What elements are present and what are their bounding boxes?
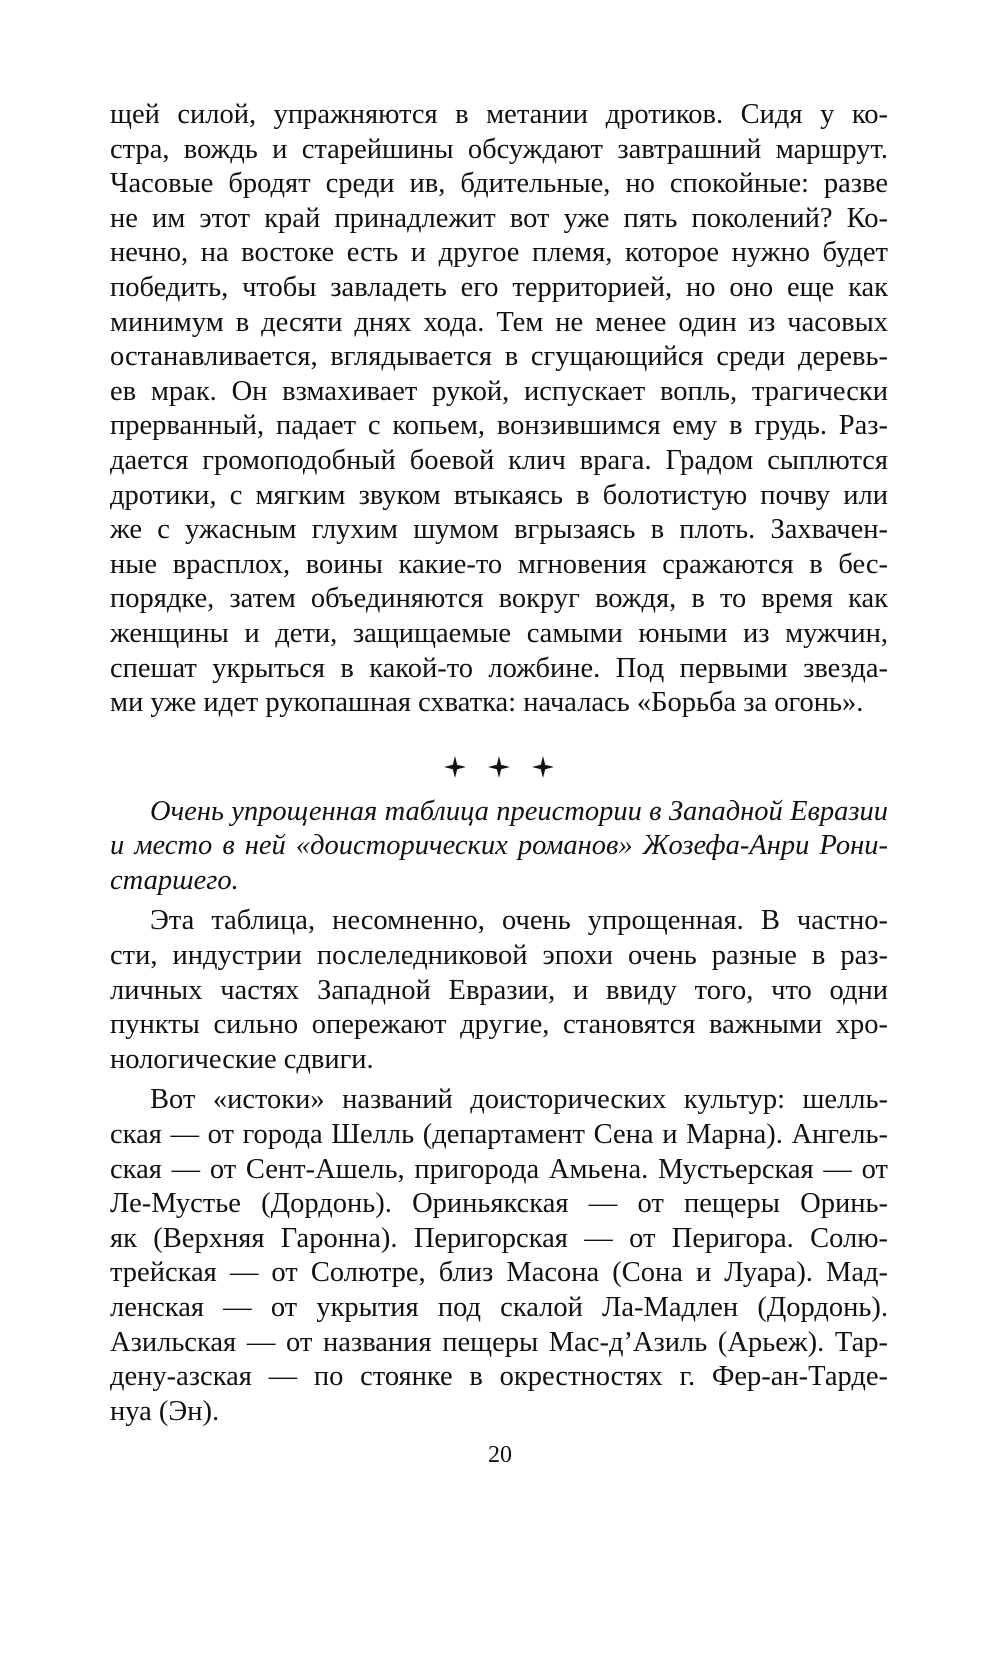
four-pointed-star-icon [444, 756, 466, 778]
page-body [110, 98, 888, 1429]
text-line: дается громоподобный боевой клич врага. Градом сыплются [110, 444, 888, 476]
text-line: ленская — от укрытия под скалой Ла-Мадлен (Дордонь). [110, 1292, 888, 1323]
text-line: женщины и дети, защищаемые самыми юными из мужчин, [110, 617, 888, 649]
text-line: як (Верхняя Гаронна). Перигорская — от Перигора. Солю- [110, 1222, 888, 1254]
text-line: не им этот край принадлежит вот уже пять поколений? Ко- [110, 202, 888, 234]
text-line: ные врасплох, воины какие-то мгновения сражаются в бес- [110, 548, 888, 580]
heading-line: и место в ней «доисторических романов» Жозефа-Анри Рони- [110, 830, 888, 862]
text-line: спешат укрыться в какой-то ложбине. Под первыми звезда- [110, 652, 888, 684]
page-number: 20 [488, 1442, 512, 1468]
heading-line: Очень упрощенная таблица преистории в Западной Евразии [150, 795, 888, 827]
heading-line: старшего. [110, 864, 239, 896]
text-line: Часовые бродят среди ив, бдительные, но спокойные: разве [110, 168, 888, 200]
text-line: Азильская — от названия пещеры Мас-д’Азиль (Арьеж). Тар- [110, 1326, 888, 1358]
text-line: ми уже идет рукопашная схватка: началась «Борьба за огонь». [110, 687, 864, 719]
text-line: ская — от города Шелль (департамент Сена и Марна). Ангель- [110, 1119, 888, 1151]
text-line: Эта таблица, несомненно, очень упрощенная. В частно- [150, 905, 888, 937]
text-line: Вот «истоки» названий доисторических культур: шелль- [150, 1084, 888, 1116]
text-line: нуа (Эн). [110, 1395, 220, 1427]
section-separator [110, 753, 888, 781]
text-line: дену-азская — по стоянке в окрестностях г. Фер-ан-Тарде- [110, 1361, 888, 1393]
text-line: стра, вождь и старейшины обсуждают завтрашний маршрут. [110, 133, 888, 165]
section-heading [110, 795, 888, 899]
text-line: ская — от Сент-Ашель, пригорода Амьена. Мустьерская — от [110, 1153, 888, 1185]
paragraph-table-note [110, 904, 888, 1077]
text-line: трейская — от Солютре, близ Масона (Сона и Луара). Мад- [110, 1257, 888, 1289]
four-pointed-star-icon [532, 756, 554, 778]
text-line: прерванный, падает с копьем, вонзившимся ему в грудь. Раз- [110, 410, 888, 442]
text-line: минимум в десяти днях хода. Тем не менее один из часовых [110, 306, 888, 338]
text-line: личных частях Западной Евразии, и ввиду того, что одни [110, 974, 888, 1006]
text-line: же с ужасным глухим шумом вгрызаясь в плоть. Захвачен- [110, 514, 888, 546]
text-line: сти, индустрии послеледниковой эпохи очень разные в раз- [110, 940, 888, 972]
text-line: останавливается, вглядывается в сгущающийся среди деревь- [110, 341, 888, 373]
text-line: нечно, на востоке есть и другое племя, которое нужно будет [110, 237, 888, 269]
four-pointed-star-icon [488, 756, 510, 778]
paragraph-culture-origins [110, 1083, 888, 1429]
text-line: порядке, затем объединяются вокруг вождя, в то время как [110, 583, 888, 615]
text-line: пункты сильно опережают другие, становятся важными хро- [110, 1009, 888, 1041]
text-line: Ле-Мустье (Дордонь). Ориньякская — от пещеры Оринь- [110, 1188, 888, 1220]
main-text-paragraph [110, 98, 888, 721]
text-line: ев мрак. Он взмахивает рукой, испускает вопль, трагически [110, 375, 888, 407]
text-line: победить, чтобы завладеть его территорией, но оно еще как [110, 271, 888, 303]
text-line: нологические сдвиги. [110, 1043, 374, 1075]
text-line: дротики, с мягким звуком втыкаясь в болотистую почву или [110, 479, 888, 511]
text-line: щей силой, упражняются в метании дротиков. Сидя у ко- [110, 99, 888, 130]
